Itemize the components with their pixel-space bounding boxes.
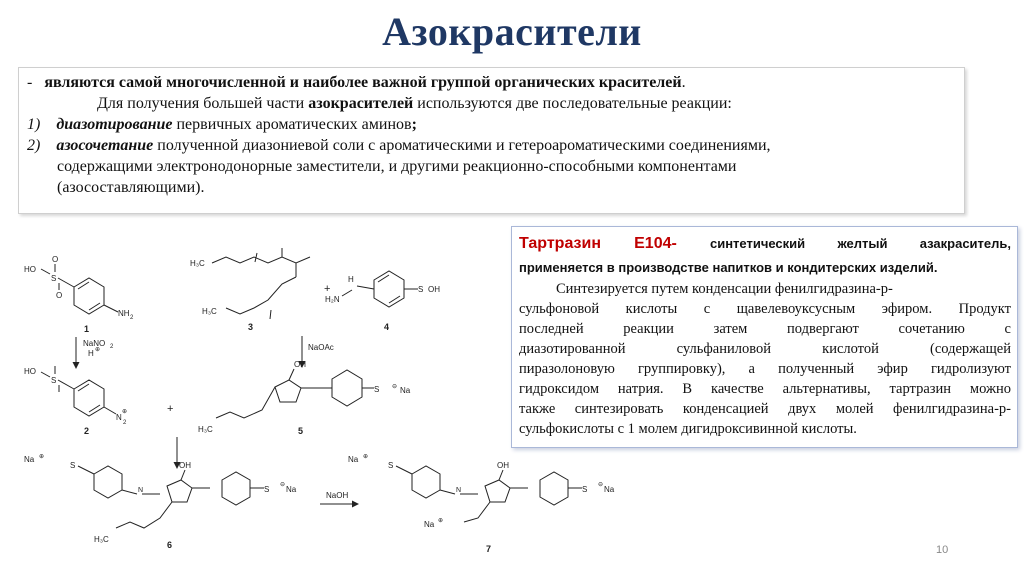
diazonium-subscript: 2 [123,420,127,426]
sodium-label: Na [604,485,615,494]
tartrazine-text-line: пиразолоновую группировку), а полученный эфир гидролизуют [519,361,1011,377]
reagent-naoh: NaOH [326,491,349,500]
dash-bullet: - [27,74,33,91]
intro-definition: являются самой многочисленной и наиболее важной группой органических красителей [44,74,682,91]
hydroxy-label: HO [24,265,36,274]
compound-2-label: 2 [84,426,90,436]
step-term: азосочетание [56,137,154,154]
amine-label: NH [118,309,130,318]
methyl-label: H₃C [198,425,213,434]
intro-term: азокрасителей [308,95,414,112]
methyl-label: H₃C [94,535,109,544]
negative-charge-icon: ⊖ [598,482,604,488]
sodium-label: Na [24,455,35,464]
sulfur-label: S [388,461,394,470]
compound-5-structure [216,369,374,418]
positive-charge-icon: ⊕ [438,518,444,524]
compound-5-label: 5 [298,426,304,436]
positive-charge-icon: ⊕ [95,347,101,353]
intro-line-1 [27,73,686,94]
positive-charge-icon: ⊕ [122,409,128,415]
hydroxy-label: OH [294,360,306,369]
intro-text: Для получения большей части [97,95,309,112]
step-term: диазотирование [56,116,173,133]
hydrazine-label: H₂N [325,295,340,304]
compound-6-label: 6 [167,540,173,550]
tartrazine-desc-2: применяется в производстве напитков и кондитерских изделий. [519,260,938,275]
oxygen-label: O [56,291,63,300]
reagent-acid: H [88,349,94,358]
hydroxy-label: HO [24,367,36,376]
sodium-label: Na [286,485,297,494]
nitrogen-label: H [348,275,354,284]
intro-text: используются две последовательные реакции: [413,95,732,112]
reagent-subscript: 2 [110,344,114,350]
page-number: 10 [936,544,949,556]
positive-charge-icon: ⊕ [39,454,45,460]
step-text: полученной диазониевой соли с ароматическими и гетероароматическими соединениями, [153,137,771,154]
step-2-line-3: (азосоставляющими). [57,179,205,196]
negative-charge-icon: ⊖ [392,384,398,390]
sodium-label: Na [348,455,359,464]
sulfur-label: S [70,461,76,470]
oxygen-label: O [52,255,59,264]
tartrazine-text-line: диазотированной сульфаниловой кислотой (содержащей [519,341,1011,357]
sodium-label: Na [424,520,435,529]
compound-4-label: 4 [384,322,390,332]
compound-1-label: 1 [84,324,90,334]
tartrazine-text-line: сульфокислоты с 1 молем дигидроксивинной кислоты. [519,421,857,437]
compound-7-label: 7 [486,544,492,554]
step-2-line-2: содержащими электронодонорные заместители, и другими реакционно-способными компонентами [57,158,737,175]
tartrazine-text-line: сульфоновой кислоты с щавелевоуксусным эфиром. Продукт [519,301,1011,317]
sulfur-label: S [374,385,380,394]
tartrazine-desc-1: синтетический желтый азакраситель, [709,236,1012,251]
diazonium-label: N [116,413,122,422]
hydroxy-label: OH [497,461,509,470]
negative-charge-icon: ⊖ [280,482,286,488]
tartrazine-text-line: также синтезировать конденсацией двух молей фенилгидразина-р- [519,401,1011,417]
plus-sign: + [167,403,174,415]
azo-nitrogen-label: N [138,487,144,494]
reagent-naoac: NaOAc [308,343,334,352]
period: . [681,74,686,91]
compound-2-structure [41,366,116,416]
sodium-label: Na [400,386,411,395]
sulfur-label: S [418,285,424,294]
compound-3-label: 3 [248,322,254,332]
methyl-label: H₃C [190,259,205,268]
tartrazine-text-line: Синтезируется путем конденсации фенилгидразина-р- [556,281,893,297]
step-number: 1) [27,116,41,133]
tartrazine-name: Тартразин Е104- [519,235,677,252]
hydroxy-label: OH [428,285,440,294]
step-2 [27,136,771,157]
sulfur-label: S [51,376,57,385]
step-number: 2) [27,137,41,154]
tartrazine-text-line: гидроксидом натрия. В качестве альтернативы, тартразин можно [519,381,1011,397]
reagent-nano2: NaNO [83,339,106,348]
semicolon: ; [411,116,417,133]
tartrazine-text-line: последней реакции затем подвергают сочетанию с [519,321,1011,337]
step-1 [27,115,417,136]
plus-sign: + [324,283,331,295]
slide-title: Азокрасители [382,9,642,54]
azo-nitrogen-label: N [456,487,462,494]
amine-subscript: 2 [130,315,134,321]
intro-line-2 [97,94,732,115]
compound-3-structure [212,248,310,319]
sulfur-label: S [264,485,270,494]
methyl-label: H₃C [202,307,217,316]
tartrazine-synthesis-scheme [12,222,647,562]
compound-1-structure [41,264,118,314]
intro-box [18,67,965,214]
sulfur-label: S [51,274,57,283]
compound-7-structure [396,466,582,522]
positive-charge-icon: ⊕ [363,454,369,460]
hydroxy-label: OH [179,461,191,470]
sulfur-label: S [582,485,588,494]
compound-6-structure [78,466,264,528]
step-text: первичных ароматических аминов [172,116,412,133]
